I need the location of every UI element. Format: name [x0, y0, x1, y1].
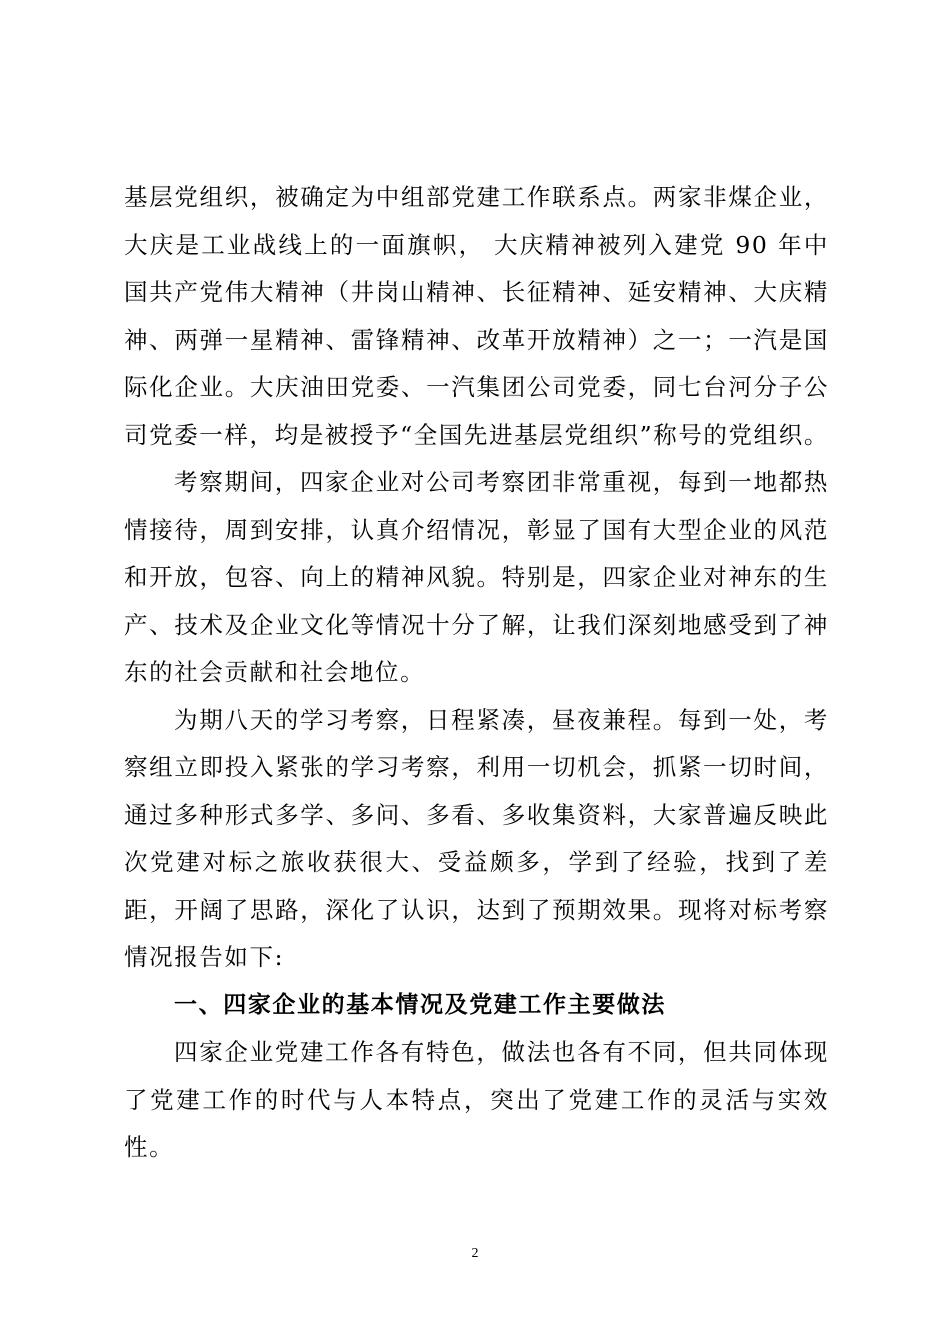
page-number: 2 — [471, 1246, 479, 1261]
document-body — [124, 174, 829, 1172]
paragraph-section-intro: 四家企业党建工作各有特色，做法也各有不同，但共同体现了党建工作的时代与人本特点，突出了党建工作的灵活与实效性。 — [124, 1038, 829, 1161]
section-heading: 一、四家企业的基本情况及党建工作主要做法 — [174, 991, 666, 1018]
paragraph-continued: 基层党组织，被确定为中组部党建工作联系点。两家非煤企业，大庆是工业战线上的一面旗帜， 大庆精神被列入建党 90 年中国共产党伟大精神（井岗山精神、长征精神、延安精神、大庆精神、两弹一星精神、雷锋精神、改革开放精神）之一；一汽是国际化企业。大庆油田党委、一汽集团公司党委，同七台河分子公司党委一样，均是被授予“全国先进基层党组织”称号的党组织。 — [124, 183, 829, 449]
paragraph-study-schedule: 为期八天的学习考察，日程紧凑，昼夜兼程。每到一处，考察组立即投入紧张的学习考察，利用一切机会，抓紧一切时间，通过多种形式多学、多问、多看、多收集资料，大家普遍反映此次党建对标之旅收获很大、受益颇多，学到了经验，找到了差距，开阔了思路，深化了认识，达到了预期效果。现将对标考察情况报告如下: — [124, 705, 829, 971]
paragraph-inspection-reception: 考察期间，四家企业对公司考察团非常重视，每到一地都热情接待，周到安排，认真介绍情况，彰显了国有大型企业的风范和开放，包容、向上的精神风貌。特别是，四家企业对神东的生产、技术及企业文化等情况十分了解，让我们深刻地感受到了神东的社会贡献和社会地位。 — [124, 468, 829, 686]
